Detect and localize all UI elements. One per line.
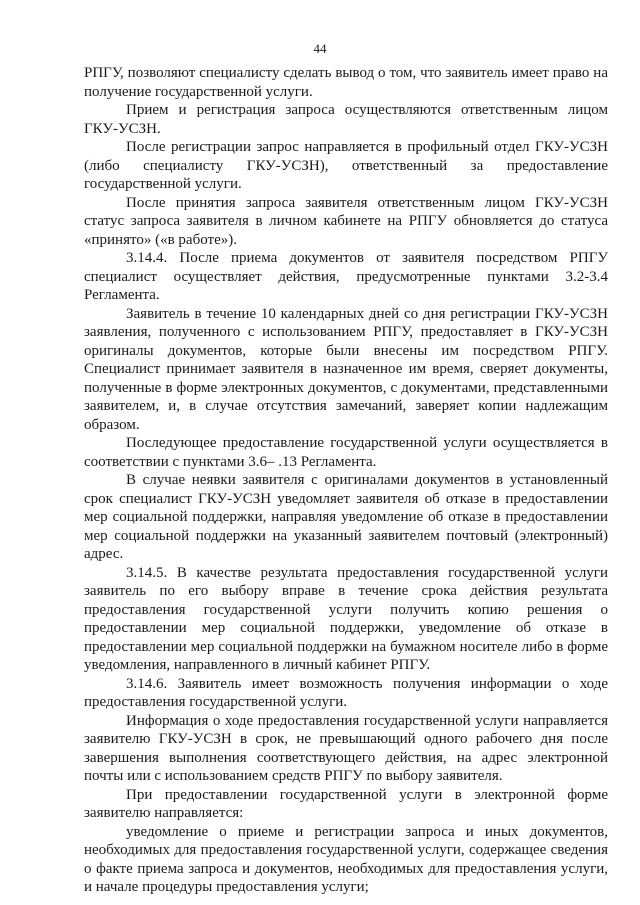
paragraph: Информация о ходе предоставления государственной услуги направляется заявителю ГКУ-УСЗН в срок, не превышающий одного рабочего дня после завершения выполнения соответствующего действия, на адрес электронной почты или с использованием средств РПГУ по выбору заявителя. <box>84 712 608 784</box>
paragraph: Прием и регистрация запроса осуществляются ответственным лицом ГКУ-УСЗН. <box>84 102 608 137</box>
paragraph: При предоставлении государственной услуги в электронной форме заявителю направляется: <box>84 786 608 821</box>
paragraph: 3.14.5. В качестве результата предоставления государственной услуги заявитель по его выбору вправе в течение срока действия результата предоставления государственной услуги получить копию решения о предоставлении мер социальной поддержки, уведомление об отказе в предоставлении мер социальной поддержки на бумажном носителе либо в форме уведомления, направленного в личный кабинет РПГУ. <box>84 564 608 673</box>
page-number: 44 <box>313 41 327 56</box>
paragraph: 3.14.6. Заявитель имеет возможность получения информации о ходе предоставления государственной услуги. <box>84 675 608 710</box>
paragraph: 3.14.4. После приема документов от заявителя посредством РПГУ специалист осуществляет действия, предусмотренные пунктами 3.2-3.4 Регламента. <box>84 250 608 303</box>
paragraph: После принятия запроса заявителя ответственным лицом ГКУ-УСЗН статус запроса заявителя в личном кабинете на РПГУ обновляется до статуса «принято» («в работе»). <box>84 194 608 248</box>
paragraph: В случае неявки заявителя с оригиналами документов в установленный срок специалист ГКУ-УСЗН уведомляет заявителя об отказе в предоставлении мер социальной поддержки, направляя уведомление об отказе в предоставлении мер социальной поддержки на указанный заявителем почтовый (электронный) адрес. <box>84 472 608 562</box>
paragraph: После регистрации запрос направляется в профильный отдел ГКУ-УСЗН (либо специалисту ГКУ-УСЗН), ответственный за предоставление государственной услуги. <box>84 139 608 192</box>
paragraph: Последующее предоставление государственной услуги осуществляется в соответствии с пунктами 3.6– .13 Регламента. <box>84 435 608 470</box>
document-body <box>84 64 608 897</box>
paragraph: РПГУ, позволяют специалисту сделать вывод о том, что заявитель имеет право на получение государственной услуги. <box>84 65 608 100</box>
paragraph: уведомление о приеме и регистрации запроса и иных документов, необходимых для предоставления государственной услуги, содержащее сведения о факте приема запроса и документов, необходимых для предоставления услуги, и начале процедуры предоставления услуги; <box>84 823 608 895</box>
paragraph: Заявитель в течение 10 календарных дней со дня регистрации ГКУ-УСЗН заявления, полученного с использованием РПГУ, предоставляет в ГКУ-УСЗН оригиналы документов, которые были внесены им посредством РПГУ. Специалист принимает заявителя в назначенное им время, сверяет документы, полученные в форме электронных документов, с документами, представленными заявителем, и, в случае отсутствия замечаний, заверяет копии надлежащим образом. <box>84 305 608 433</box>
